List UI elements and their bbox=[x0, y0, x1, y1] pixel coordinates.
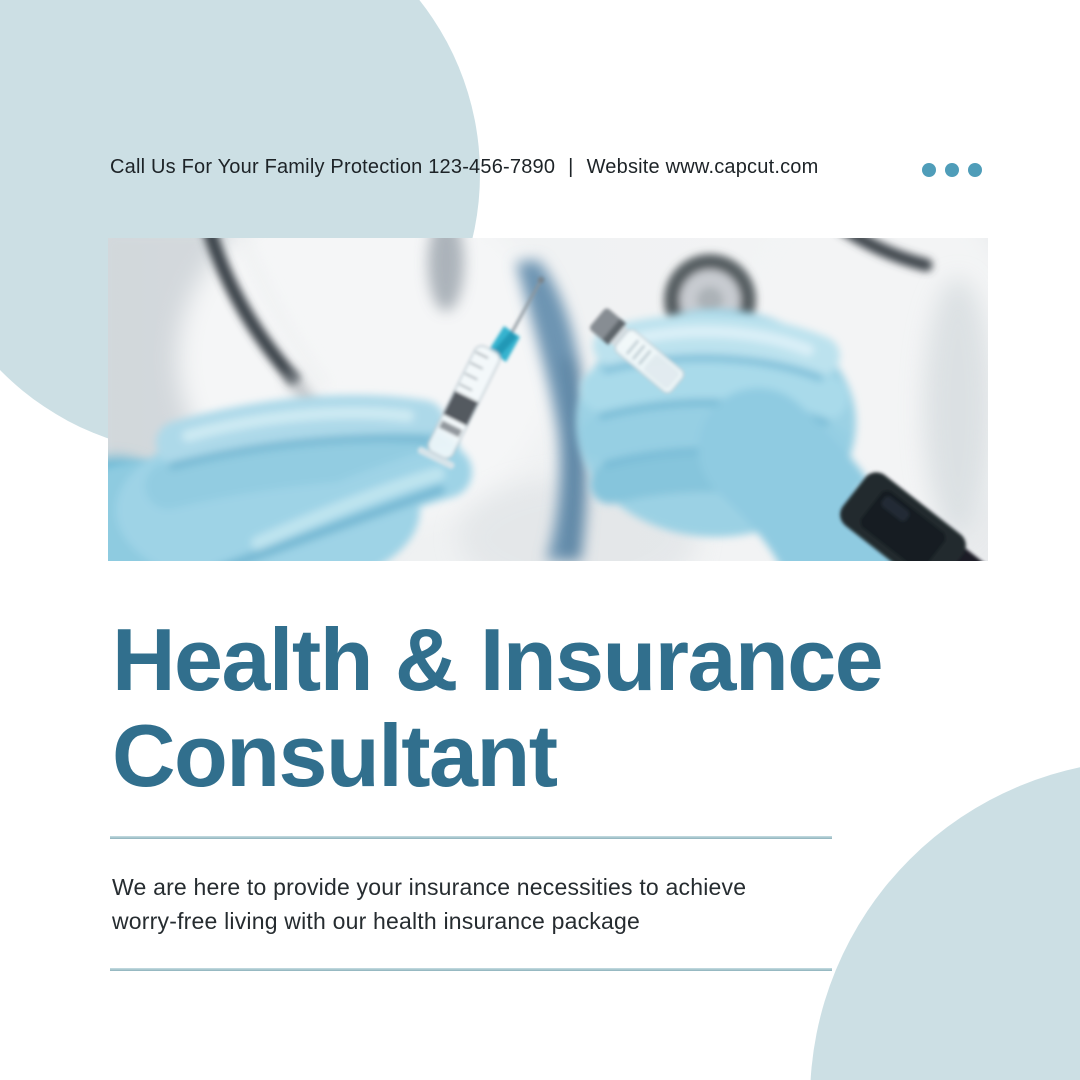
dot-icon bbox=[968, 163, 982, 177]
left-glove-hand bbox=[108, 413, 446, 561]
description-text: We are here to provide your insurance necessities to achieve worry-free living with our health insurance package bbox=[112, 874, 747, 934]
separator: | bbox=[568, 156, 574, 178]
contact-text: Call Us For Your Family Protection 123-456-7890 bbox=[110, 156, 556, 178]
divider-top bbox=[110, 836, 832, 839]
doctor-photo-illustration bbox=[108, 238, 988, 561]
dot-icon bbox=[922, 163, 936, 177]
header-bar bbox=[110, 156, 818, 179]
menu-dots-icon bbox=[922, 163, 982, 177]
website-text: Website www.capcut.com bbox=[586, 156, 819, 178]
divider-bottom bbox=[110, 968, 832, 971]
doctor-photo bbox=[108, 238, 988, 561]
dot-icon bbox=[945, 163, 959, 177]
page-title bbox=[112, 612, 882, 804]
page-title-line-1: Health & Insurance bbox=[112, 610, 883, 709]
page-title-line-2: Consultant bbox=[112, 706, 557, 805]
bottom-right-circle-decoration bbox=[810, 760, 1080, 1080]
